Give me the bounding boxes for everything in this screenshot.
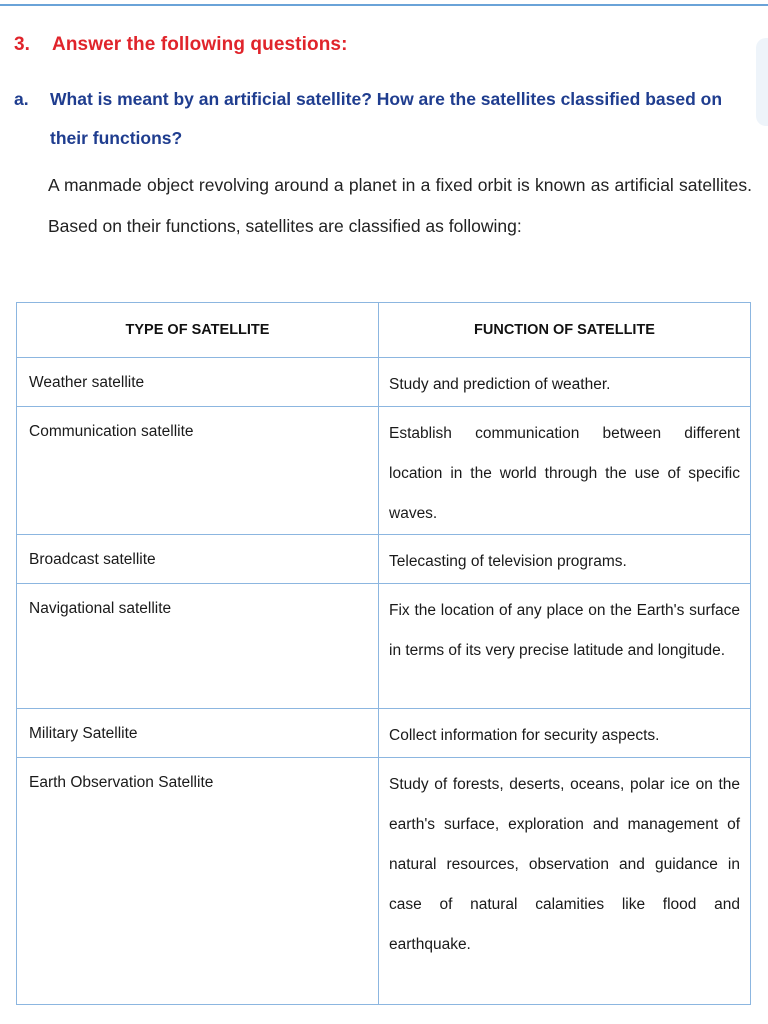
satellite-function: Study and prediction of weather. — [379, 358, 751, 407]
satellite-function: Collect information for security aspects. — [379, 709, 751, 758]
satellite-type: Weather satellite — [17, 358, 379, 407]
section-title: Answer the following questions: — [52, 34, 348, 55]
table-row — [17, 758, 751, 1005]
satellite-table — [16, 302, 751, 1005]
satellite-type: Earth Observation Satellite — [17, 758, 379, 1005]
satellite-function: Establish communication between different location in the world through the use of specific waves. — [379, 407, 751, 535]
satellite-function: Study of forests, deserts, oceans, polar ice on the earth's surface, exploration and management of natural resources, observation and guidance in case of natural calamities like flood and earthquake. — [379, 758, 751, 1005]
page-edge-tab — [756, 38, 768, 126]
table-row — [17, 584, 751, 709]
satellite-type: Military Satellite — [17, 709, 379, 758]
question-text: What is meant by an artificial satellite? How are the satellites classified based on their functions? — [50, 89, 723, 148]
section-heading — [14, 34, 348, 56]
top-divider — [0, 4, 768, 6]
satellite-type: Navigational satellite — [17, 584, 379, 709]
table-header-row — [17, 303, 751, 358]
satellite-type: Broadcast satellite — [17, 535, 379, 584]
satellite-function: Telecasting of television programs. — [379, 535, 751, 584]
header-type: TYPE OF SATELLITE — [17, 303, 379, 358]
table-row — [17, 535, 751, 584]
header-function: FUNCTION OF SATELLITE — [379, 303, 751, 358]
satellite-type: Communication satellite — [17, 407, 379, 535]
answer-paragraph: A manmade object revolving around a planet in a fixed orbit is known as artificial satellites. Based on their functions, satellites are classified as following: — [48, 175, 752, 236]
satellite-function: Fix the location of any place on the Earth's surface in terms of its very precise latitude and longitude. — [379, 584, 751, 709]
question-a — [14, 80, 754, 158]
table-row — [17, 407, 751, 535]
section-number: 3. — [14, 34, 31, 55]
table-row — [17, 358, 751, 407]
question-letter: a. — [14, 89, 29, 109]
table-row — [17, 709, 751, 758]
